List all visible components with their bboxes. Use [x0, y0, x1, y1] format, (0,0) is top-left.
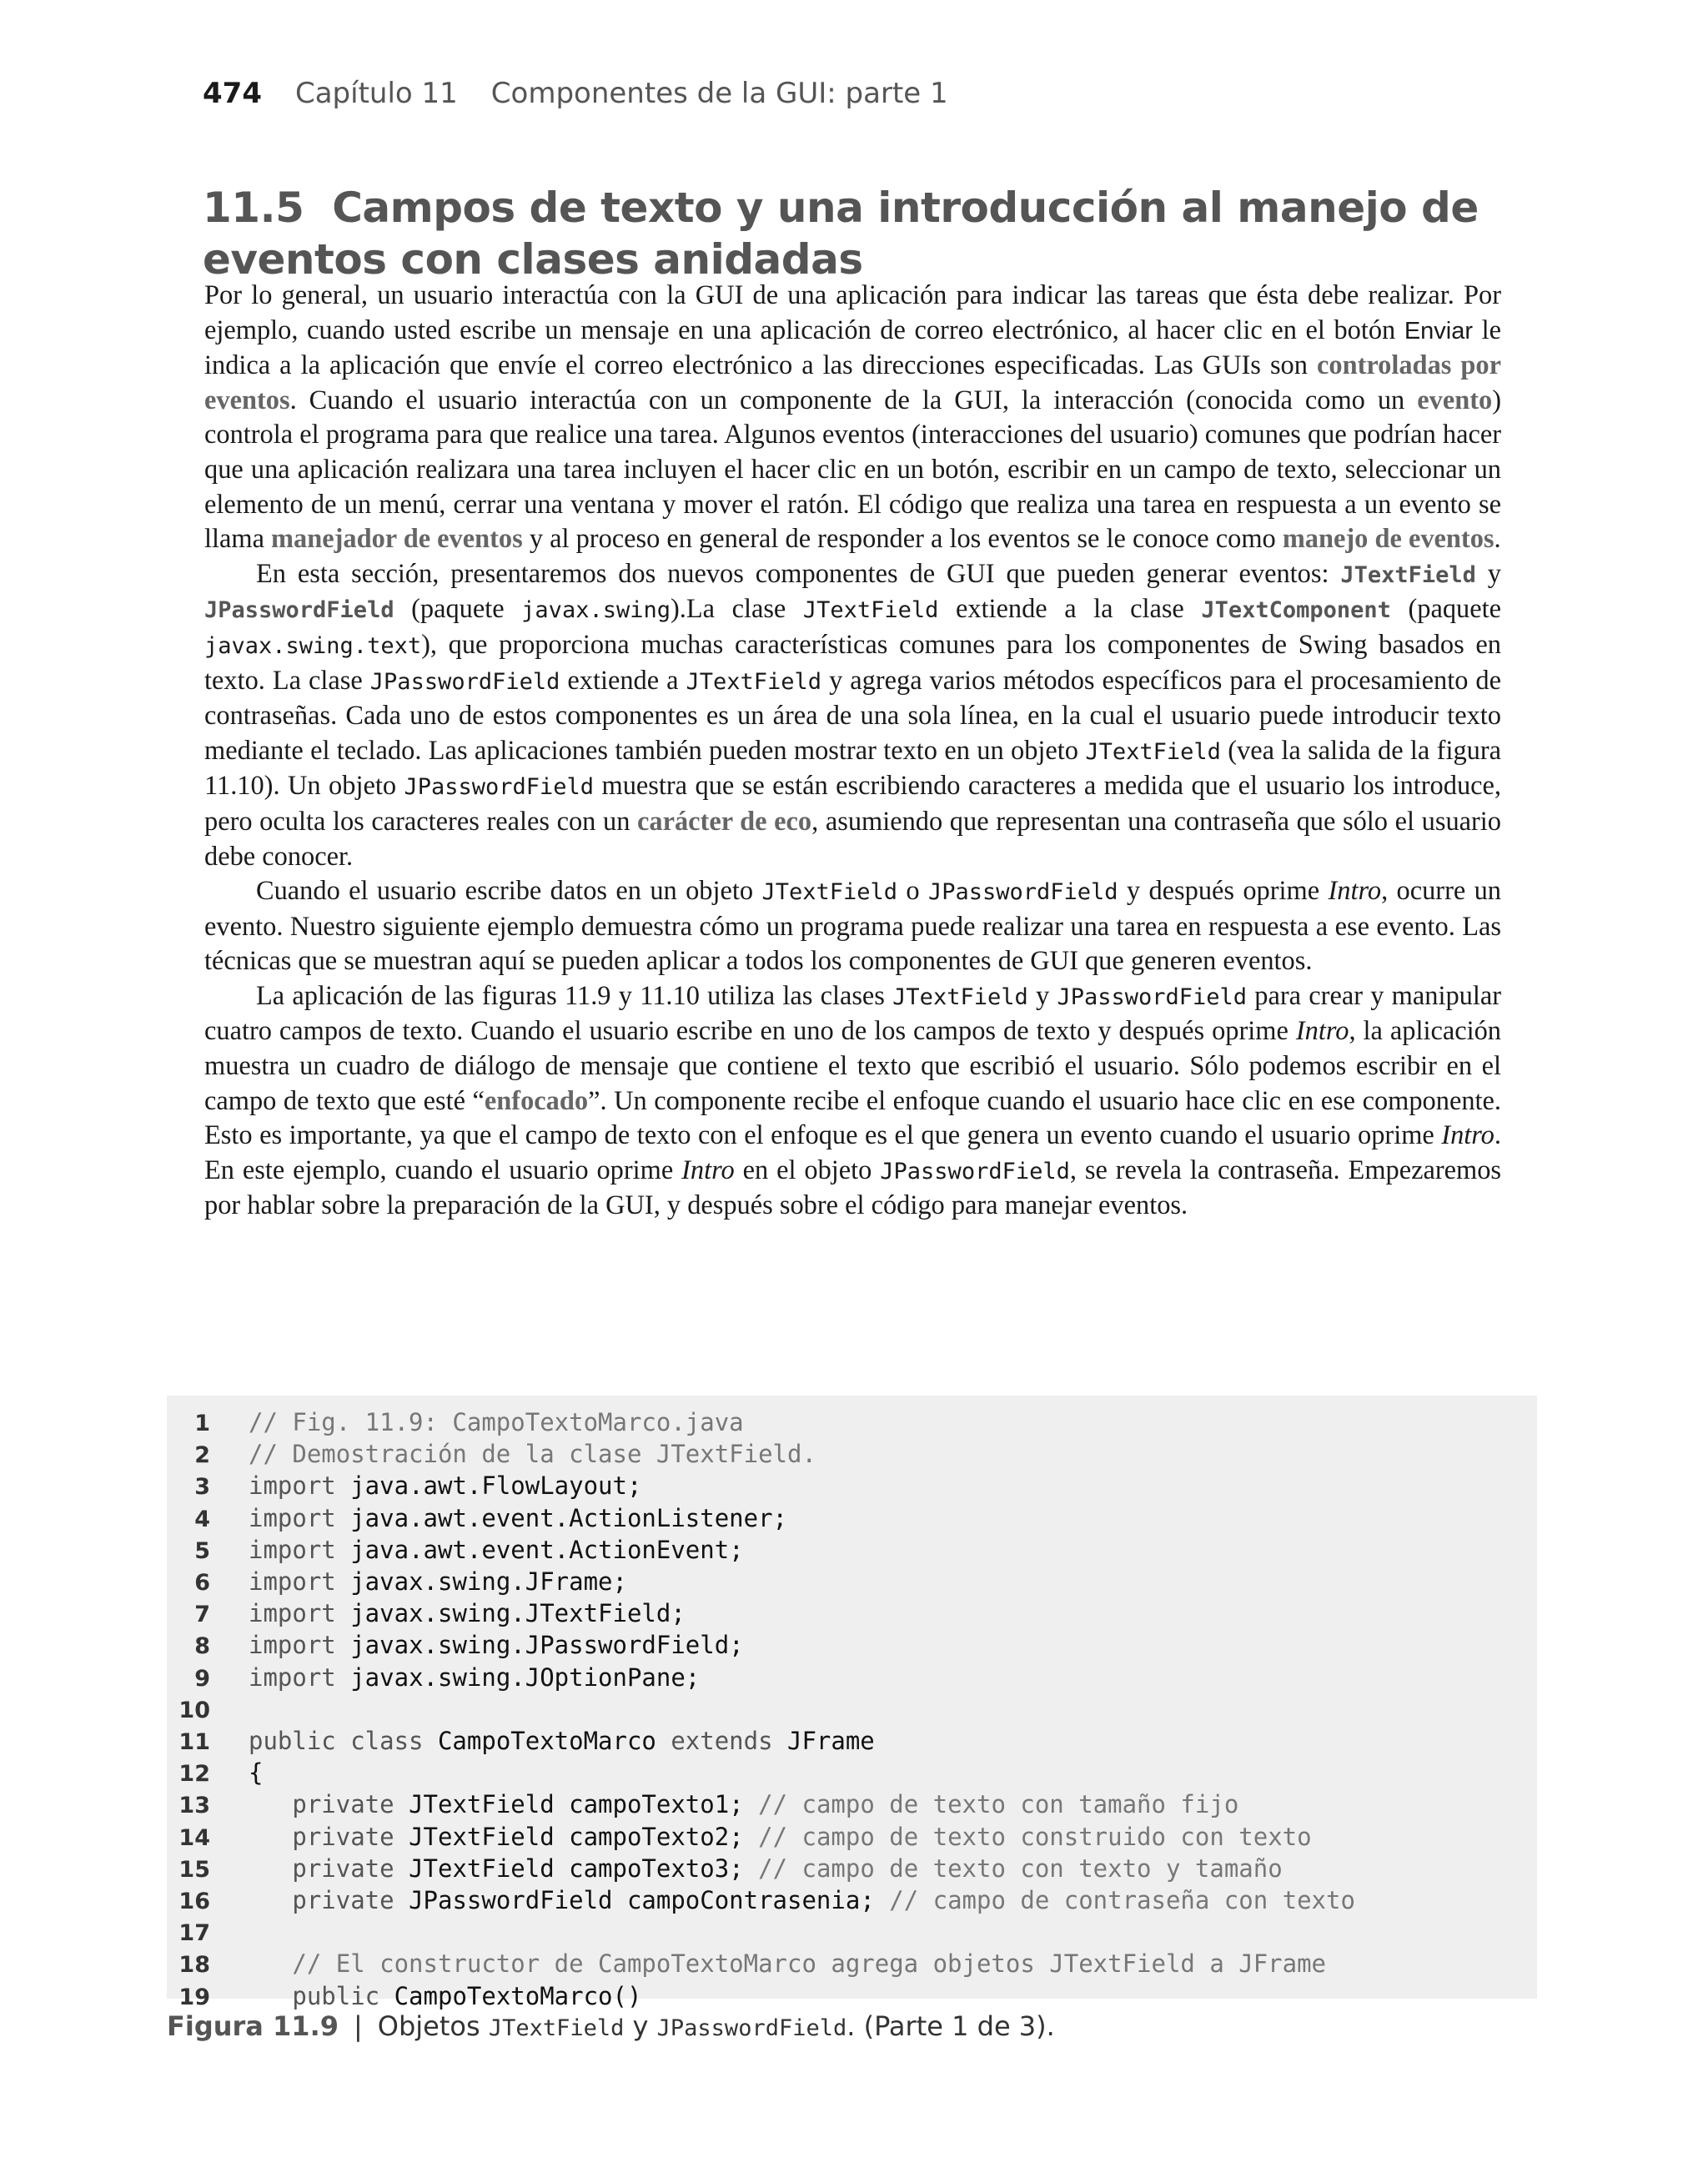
- page-number: 474: [203, 77, 262, 110]
- line-number: 7: [194, 1602, 210, 1628]
- code-line: [167, 1407, 1355, 1439]
- code-line: [167, 1822, 1355, 1854]
- chapter-label: Capítulo 11: [294, 77, 458, 110]
- code-line: [167, 1789, 1355, 1821]
- code-term: JTextComponent: [1201, 597, 1391, 624]
- code-text: JPasswordField campoContrasenia;: [394, 1886, 890, 1915]
- code-line: [167, 1854, 1355, 1885]
- paragraph-2: [204, 557, 1501, 874]
- text: En esta sección, presentaremos dos nuevos componentes de GUI que pueden generar eventos:: [256, 558, 1341, 589]
- code-keyword: import: [249, 1503, 336, 1532]
- line-number: 19: [178, 1984, 210, 2010]
- text: extiende a la clase: [938, 594, 1202, 625]
- code-comment: // campo de texto con texto y tamaño: [758, 1854, 1283, 1883]
- code-term: JTextField: [761, 879, 897, 906]
- text: le indica a la aplicación que envíe el correo electrónico a las direcciones especificadas. Las GUIs son: [204, 314, 1501, 381]
- code-term: JPasswordField: [656, 2015, 847, 2041]
- code-keyword: import: [249, 1567, 336, 1597]
- text: (paquete: [394, 594, 522, 625]
- text: ”. Un componente recibe el enfoque cuando el usuario hace clic en ese componente. Esto es importante, ya que el campo de texto con el enfoque es el que genera un evento cuando el usuario oprime: [204, 1085, 1501, 1151]
- code-keyword: import: [249, 1471, 336, 1501]
- code-line: [167, 1567, 1355, 1598]
- section-title: Campos de texto y una introducción al manejo de eventos con clases anidadas: [203, 184, 1479, 284]
- text: (vea la salida de la figura 11.10). Un objeto: [204, 735, 1501, 802]
- line-number: 17: [178, 1920, 210, 1947]
- line-number: 5: [194, 1537, 210, 1564]
- code-keyword: import: [249, 1599, 336, 1628]
- code-text: java.awt.event.ActionListener;: [335, 1503, 788, 1532]
- text: o: [897, 876, 928, 907]
- text: . En este ejemplo, cuando el usuario oprime: [204, 1120, 1501, 1185]
- text: La aplicación de las figuras 11.9 y 11.10 utiliza las clases: [256, 980, 893, 1011]
- text: (paquete: [1390, 594, 1501, 625]
- code-term: JTextField: [1085, 738, 1221, 765]
- text: y agrega varios métodos específicos para el procesamiento de contraseñas. Cada uno de estos componentes es un área de una sola línea, en la cual el usuario puede introducir texto mediante el teclado. Las aplicaciones también pueden mostrar texto en un objeto: [204, 665, 1502, 766]
- code-term: JPasswordField: [927, 879, 1118, 906]
- code-text: JTextField campoTexto3;: [394, 1854, 759, 1883]
- text: y al proceso en general de responder a los eventos se le conoce como: [522, 524, 1283, 555]
- code-line: [167, 1694, 1355, 1726]
- code-line: [167, 1981, 1355, 2013]
- code-keyword: import: [249, 1631, 336, 1660]
- line-number: 4: [194, 1506, 210, 1532]
- code-text: JFrame: [772, 1727, 875, 1756]
- keyterm: enfocado: [484, 1085, 589, 1116]
- code-text: JTextField campoTexto1;: [394, 1790, 759, 1819]
- italic-term: Intro: [1328, 876, 1382, 907]
- code-text: {: [249, 1758, 264, 1788]
- code-term: JTextField: [686, 668, 822, 695]
- text: Por lo general, un usuario interactúa con la GUI de una aplicación para indicar las tareas que ésta debe realizar. Por ejemplo, cuando usted escribe un mensaje en una aplicación de correo electrónico, al hacer clic en el botón: [204, 280, 1501, 345]
- code-text: javax.swing.JFrame;: [335, 1567, 627, 1597]
- body-text: [204, 279, 1501, 1224]
- text: en el objeto: [734, 1154, 881, 1185]
- running-header: [203, 77, 948, 110]
- line-number: 14: [178, 1824, 210, 1851]
- text: extiende a: [560, 665, 686, 696]
- code-term: JTextField: [892, 983, 1028, 1010]
- code-term: JTextField: [802, 597, 939, 624]
- code-keyword: import: [249, 1535, 336, 1564]
- code-comment: // Fig. 11.9: CampoTextoMarco.java: [249, 1408, 744, 1436]
- line-number: 9: [194, 1665, 210, 1692]
- code-term: JPasswordField: [369, 668, 560, 695]
- text: muestra que se están escribiendo caracteres a medida que el usuario los introduce, pero oculta los caracteres reales con un: [204, 771, 1501, 837]
- keyterm: evento: [1417, 385, 1493, 415]
- code-term: javax.swing: [521, 597, 671, 624]
- line-number: 10: [178, 1697, 210, 1723]
- text: y después oprime: [1118, 876, 1329, 907]
- code-keyword: private: [249, 1886, 394, 1915]
- text: Objetos: [377, 2010, 489, 2042]
- italic-term: Intro: [1295, 1016, 1349, 1047]
- text: , se revela la contraseña. Empezaremos por hablar sobre la preparación de la GUI, y después sobre el código para manejar eventos.: [204, 1154, 1501, 1221]
- code-line: [167, 1885, 1355, 1917]
- line-number: 2: [194, 1442, 210, 1469]
- code-comment: // campo de contraseña con texto: [889, 1886, 1355, 1915]
- code-keyword: private: [249, 1854, 394, 1883]
- code-term: JPasswordField: [880, 1158, 1070, 1185]
- line-number: 8: [194, 1633, 210, 1660]
- code-text: javax.swing.JTextField;: [335, 1599, 686, 1628]
- figure-label: Figura 11.9: [167, 2010, 339, 2042]
- code-line: [167, 1535, 1355, 1567]
- code-term: JTextField: [1340, 561, 1476, 588]
- code-line: [167, 1917, 1355, 1949]
- paragraph-4: [204, 979, 1501, 1224]
- italic-term: Intro: [681, 1154, 735, 1185]
- text: para crear y manipular cuatro campos de texto. Cuando el usuario escribe en uno de los campos de texto y después oprime: [204, 980, 1502, 1047]
- text: . (Parte 1 de 3).: [846, 2010, 1055, 2042]
- text: , asumiendo que representan una contraseña que sólo el usuario debe conocer.: [204, 806, 1501, 872]
- code-lines: [167, 1407, 1355, 2013]
- code-comment: // Demostración de la clase JTextField.: [249, 1440, 816, 1469]
- text: y: [1027, 980, 1057, 1011]
- code-term: JPasswordField: [1057, 983, 1248, 1010]
- code-line: [167, 1471, 1355, 1502]
- code-keyword: private: [249, 1790, 394, 1819]
- paragraph-3: [204, 874, 1501, 979]
- code-term: JPasswordField: [204, 597, 394, 624]
- line-number: 11: [178, 1729, 210, 1756]
- keyterm: manejo de eventos: [1282, 524, 1494, 555]
- chapter-title: Componentes de la GUI: parte 1: [490, 77, 948, 110]
- code-term: JTextField: [488, 2015, 625, 2041]
- italic-term: Intro: [1441, 1120, 1494, 1151]
- code-text: java.awt.FlowLayout;: [335, 1471, 642, 1501]
- code-line: [167, 1758, 1355, 1789]
- code-listing: [167, 1396, 1537, 2010]
- text: , la aplicación muestra un cuadro de diálogo de mensaje que contiene el texto que escribió el usuario. Sólo podemos escribir en el campo de texto que esté “: [204, 1016, 1502, 1116]
- keyterm: manejador de eventos: [271, 524, 523, 555]
- text: y: [1475, 558, 1501, 589]
- code-term: JPasswordField: [404, 774, 595, 801]
- code-line: [167, 1726, 1355, 1758]
- line-number: 1: [194, 1411, 210, 1436]
- line-number: 12: [178, 1761, 210, 1788]
- code-keyword: extends: [671, 1727, 773, 1756]
- line-number: 18: [178, 1952, 210, 1979]
- code-line: [167, 1439, 1355, 1471]
- text: ) controla el programa para que realice una tarea. Algunos eventos (interacciones del usuario) comunes que podrían hacer que una aplicación realizara una tarea incluyen el hacer clic en un botón, escribir en un campo de texto, seleccionar un elemento de un menú, cerrar una ventana y mover el ratón. El código que realiza una tarea en respuesta a un evento se llama: [204, 385, 1501, 555]
- enviar-button-text: Enviar: [1404, 317, 1474, 345]
- text: .: [1494, 524, 1501, 555]
- line-number: 6: [194, 1570, 210, 1597]
- code-comment: // campo de texto con tamaño fijo: [758, 1790, 1239, 1819]
- code-text: CampoTextoMarco(): [379, 1981, 642, 2010]
- caption-divider: |: [353, 2010, 363, 2042]
- code-term: javax.swing.text: [204, 632, 422, 659]
- code-comment: // campo de texto construido con texto: [758, 1822, 1312, 1851]
- code-text: javax.swing.JPasswordField;: [335, 1631, 744, 1660]
- code-line: [167, 1503, 1355, 1535]
- code-line: [167, 1662, 1355, 1694]
- code-line: [167, 1949, 1355, 1980]
- text: . Cuando el usuario interactúa con un componente de la GUI, la interacción (conocida como un: [289, 385, 1418, 415]
- text: y: [624, 2010, 657, 2042]
- line-number: 16: [178, 1889, 210, 1915]
- figure-caption: [167, 2010, 1055, 2042]
- code-line: [167, 1630, 1355, 1662]
- code-comment: // El constructor de CampoTextoMarco agrega objetos JTextField a JFrame: [249, 1949, 1327, 1979]
- keyterm: controladas por eventos: [204, 350, 1501, 415]
- line-number: 3: [194, 1474, 210, 1501]
- code-text: CampoTextoMarco: [423, 1727, 671, 1756]
- keyterm: carácter de eco: [637, 806, 812, 837]
- code-text: javax.swing.JOptionPane;: [335, 1662, 701, 1692]
- code-keyword: import: [249, 1662, 336, 1692]
- code-keyword: public class: [249, 1727, 424, 1756]
- code-text: JTextField campoTexto2;: [394, 1822, 759, 1851]
- section-number: 11.5: [203, 184, 304, 232]
- code-line: [167, 1598, 1355, 1630]
- text: Cuando el usuario escribe datos en un objeto: [256, 876, 762, 907]
- line-number: 15: [178, 1856, 210, 1883]
- text: ).La clase: [670, 594, 803, 625]
- text: ), que proporciona muchas características comunes para los componentes de Swing basados en texto. La clase: [204, 629, 1501, 696]
- paragraph-1: [204, 279, 1501, 557]
- section-heading: [203, 182, 1504, 285]
- code-keyword: public: [249, 1981, 380, 2010]
- text: , ocurre un evento. Nuestro siguiente ejemplo demuestra cómo un programa puede realizar una tarea en respuesta a ese evento. Las técnicas que se muestran aquí se pueden aplicar a todos los componentes de GUI que generen eventos.: [204, 876, 1501, 977]
- code-text: java.awt.event.ActionEvent;: [335, 1535, 744, 1564]
- line-number: 13: [178, 1793, 210, 1819]
- code-keyword: private: [249, 1822, 394, 1851]
